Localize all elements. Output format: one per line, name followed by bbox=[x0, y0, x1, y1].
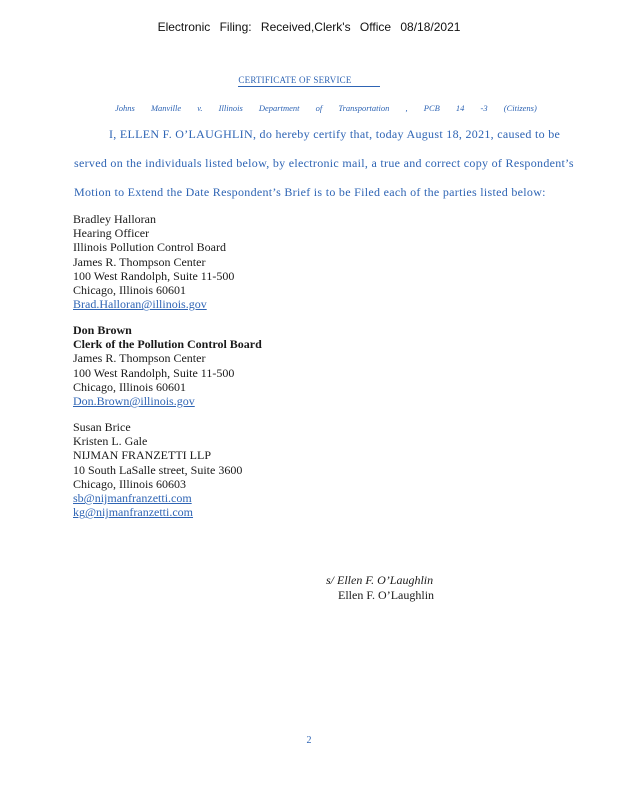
recipient-organization: Illinois Pollution Control Board bbox=[73, 240, 227, 255]
recipient-email-link[interactable]: sb@nijmanfranzetti.com bbox=[73, 491, 192, 506]
recipient-email-link[interactable]: Don.Brown@illinois.gov bbox=[73, 394, 195, 409]
signature-block bbox=[326, 573, 434, 602]
recipient-city: Chicago, Illinois 60601 bbox=[73, 379, 186, 394]
recipient-street: 100 West Randolph, Suite 11-500 bbox=[73, 268, 235, 283]
page-number: 2 bbox=[306, 735, 312, 746]
certificate-title-text: CERTIFICATE OF SERVICE bbox=[238, 75, 379, 87]
recipient-street: 100 West Randolph, Suite 11-500 bbox=[73, 365, 235, 380]
recipient-block-brown bbox=[73, 323, 262, 408]
recipient-building: James R. Thompson Center bbox=[73, 351, 206, 366]
recipient-block-nijman bbox=[73, 420, 242, 519]
certification-line-2: served on the individuals listed below, by electronic mail, a true and correct copy of Respondent’s bbox=[74, 156, 574, 170]
filing-stamp: Electronic Filing: Received,Clerk's Office 08/18/2021 bbox=[157, 20, 461, 34]
electronic-signature: s/ Ellen F. O’Laughlin bbox=[326, 573, 434, 587]
recipient-title: Hearing Officer bbox=[73, 226, 150, 241]
recipient-name: Kristen L. Gale bbox=[73, 434, 148, 449]
certification-line-3: Motion to Extend the Date Respondent’s Brief is to be Filed each of the parties listed below: bbox=[74, 185, 546, 199]
recipient-building: James R. Thompson Center bbox=[73, 254, 206, 269]
recipient-city: Chicago, Illinois 60603 bbox=[73, 476, 186, 491]
recipient-name: Don Brown bbox=[73, 323, 132, 337]
certificate-title bbox=[0, 75, 618, 85]
recipient-block-halloran bbox=[73, 212, 234, 311]
recipient-street: 10 South LaSalle street, Suite 3600 bbox=[73, 462, 243, 477]
case-caption: Johns Manville v. Illinois Department of Transportation , PCB 14 -3 (Citizens) bbox=[115, 103, 537, 113]
recipient-name: Susan Brice bbox=[73, 420, 131, 434]
recipient-name: Bradley Halloran bbox=[73, 212, 156, 226]
recipient-title: Clerk of the Pollution Control Board bbox=[73, 337, 262, 352]
recipient-city: Chicago, Illinois 60601 bbox=[73, 283, 186, 298]
signatory-name: Ellen F. O’Laughlin bbox=[338, 587, 435, 602]
certification-line-1: I, ELLEN F. O’LAUGHLIN, do hereby certify that, today August 18, 2021, caused to be bbox=[109, 127, 561, 141]
recipient-email-link[interactable]: kg@nijmanfranzetti.com bbox=[73, 505, 194, 520]
recipient-firm: NIJMAN FRANZETTI LLP bbox=[73, 448, 211, 463]
recipient-email-link[interactable]: Brad.Halloran@illinois.gov bbox=[73, 297, 207, 312]
